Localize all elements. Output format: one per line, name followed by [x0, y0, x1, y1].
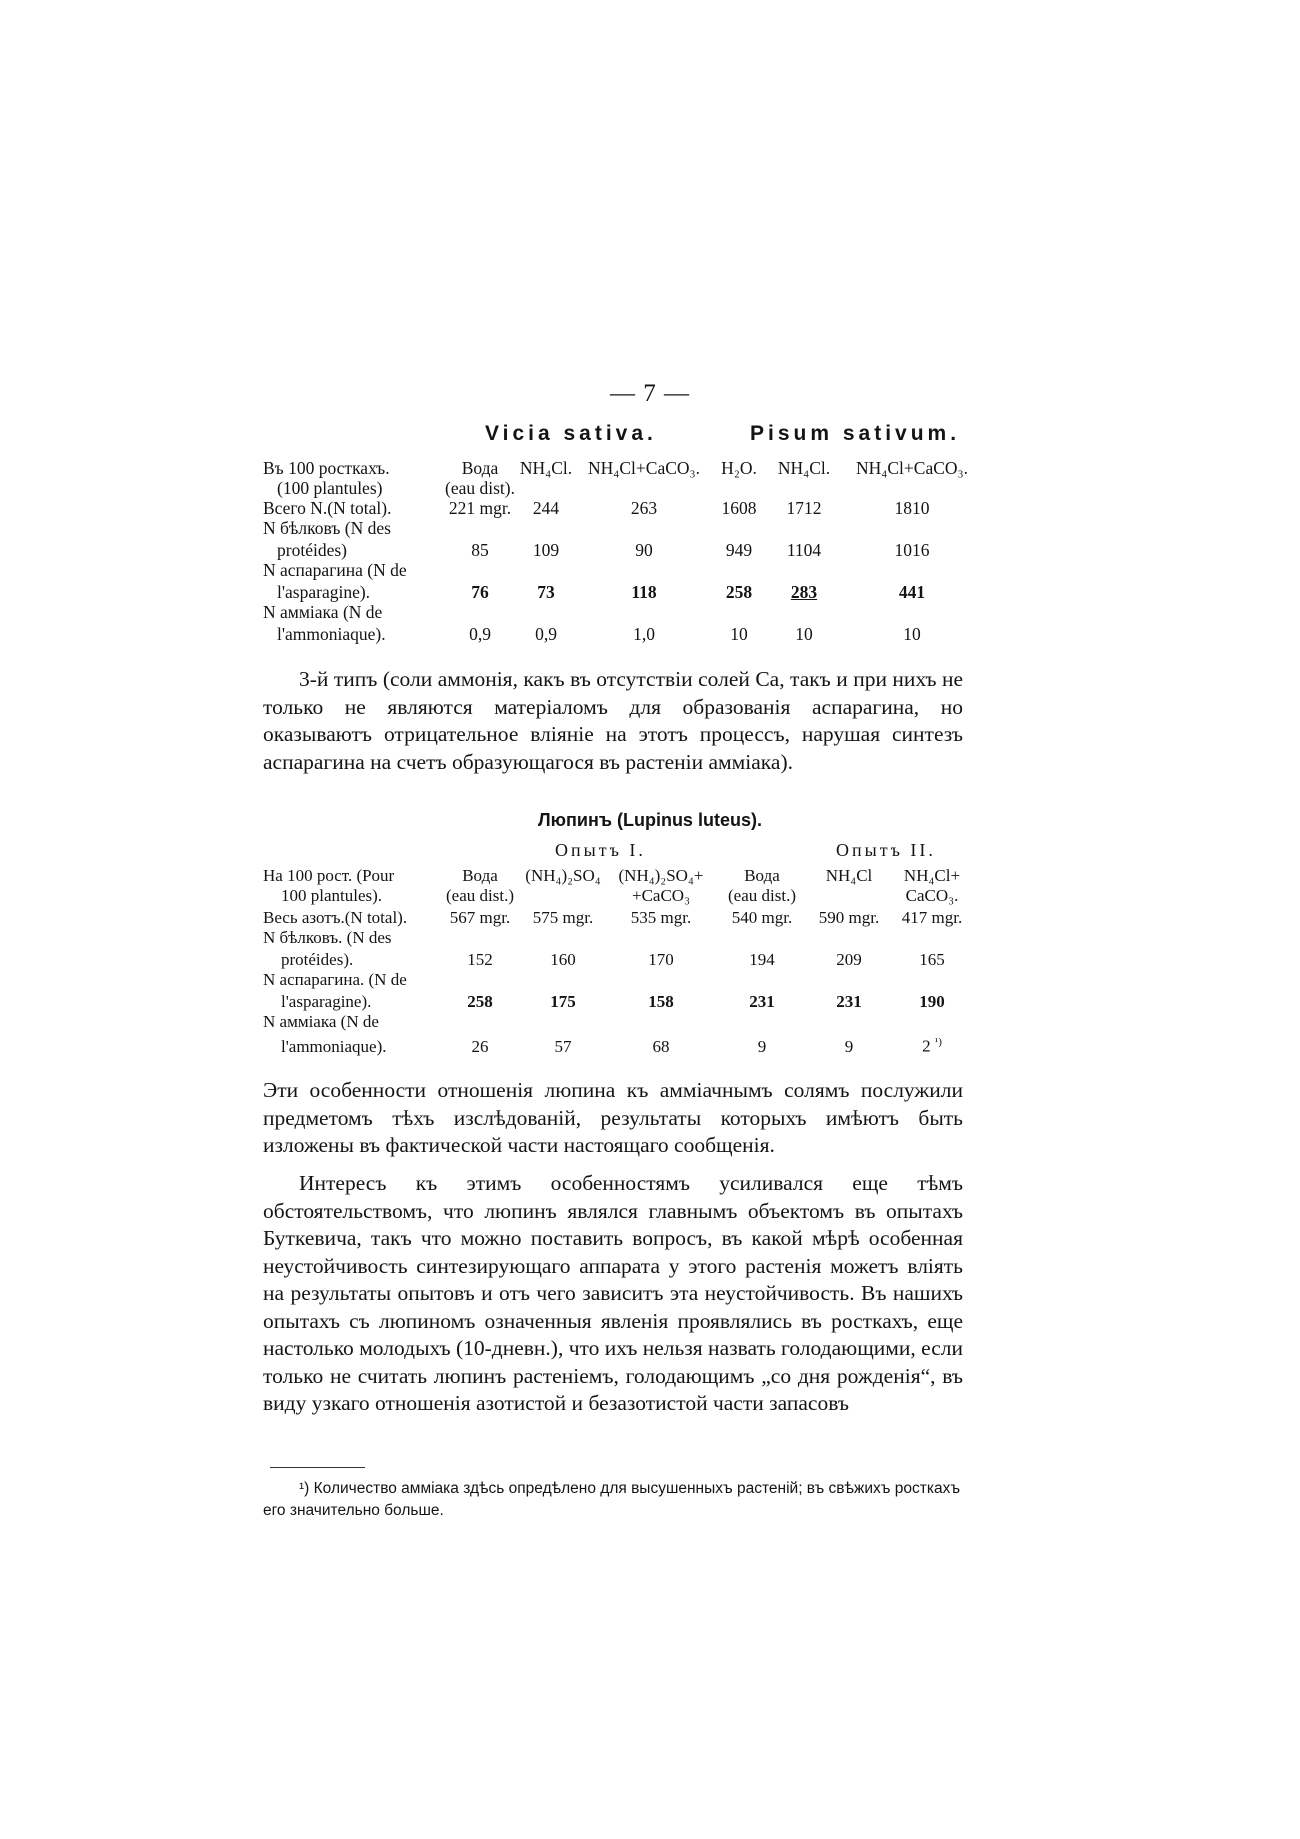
table-cell: 90 [635, 540, 653, 560]
table-cell: 57 [554, 1036, 572, 1056]
table-cell: 10 [903, 624, 921, 644]
table-cell: 1810 [894, 498, 930, 518]
table-row [263, 1032, 977, 1057]
table-row [263, 948, 977, 970]
table-cell: 1,0 [633, 624, 655, 644]
table-cell: 152 [467, 950, 493, 969]
header-col2: (NH₄)₂SO₄ [525, 866, 601, 885]
table-row [263, 580, 983, 602]
page-number: — 7 — [610, 380, 690, 407]
table-cell: 109 [532, 540, 560, 560]
table-row-label-top [263, 560, 983, 580]
table-cell: 1608 [721, 498, 757, 518]
species-pisum-sativum: Pisum sativum. [750, 422, 961, 445]
table-cell: 540 mgr. [731, 908, 793, 927]
table-cell: 231 [836, 992, 862, 1011]
experiment-1-heading: Опытъ I. [555, 840, 646, 860]
lupine-table-caption: Люпинъ (Lupinus luteus). [538, 810, 762, 830]
table-cell: 26 [471, 1036, 489, 1056]
table-cell: 209 [836, 950, 862, 969]
table-cell: 417 mgr. [901, 908, 963, 927]
table-cell: 258 [725, 582, 753, 602]
table-row [263, 622, 983, 644]
table-cell: 949 [725, 540, 753, 560]
header-col5: NH₄Cl [825, 866, 873, 885]
table-row-label-top [263, 602, 983, 622]
table-cell: 160 [550, 950, 576, 969]
table-cell: 165 [919, 950, 945, 969]
table-cell: 175 [550, 992, 576, 1011]
table-row [263, 990, 977, 1012]
header-label-ru: Въ 100 росткахъ. [263, 458, 390, 478]
table-cell: 73 [537, 582, 555, 602]
table-cell: 575 mgr. [532, 908, 594, 927]
header-col1-sub: (eau dist.) [446, 886, 514, 905]
table-cell: 10 [795, 624, 813, 644]
table-cell: 170 [648, 950, 674, 969]
row-label-top: N амміака (N de [263, 1012, 379, 1031]
table-cell: 158 [648, 992, 674, 1011]
header-col5: NH₄Cl. [777, 458, 831, 478]
header-col6-sub: CaCO₃. [905, 886, 959, 905]
footnote-mark: ¹) [299, 1480, 310, 1497]
footnote-reference: ¹) [934, 1036, 942, 1048]
table-cell: 535 mgr. [630, 908, 692, 927]
header-col3-sub: +CaCO₃ [631, 886, 690, 905]
table-header-row [263, 866, 977, 886]
nitrogen-table-vicia-pisum [263, 458, 983, 644]
table-cell: 10 [730, 624, 748, 644]
table-row-label-top [263, 1012, 977, 1032]
footnote-divider [270, 1467, 365, 1468]
row-label: Весь азотъ.(N total). [263, 908, 408, 927]
row-label-top: N бѣлковъ (N des [263, 518, 391, 538]
table-cell: 567 mgr. [449, 908, 511, 927]
paragraph-lupine-features: Эти особенности отношенія люпина къ амміачнымъ солямъ послужили предметомъ тѣхъ изслѣдованій, результаты которыхъ имѣютъ быть изложены въ фактической части настоящаго сообщенія. [263, 1078, 963, 1157]
table-header-row [263, 458, 983, 478]
row-label-top: N амміака (N de [263, 602, 383, 622]
row-label-top: N аспарагина (N de [263, 560, 407, 580]
table-cell: 441 [898, 582, 926, 602]
table-header-row [263, 886, 977, 906]
table-row-label-top [263, 518, 983, 538]
header-col4: Вода [744, 866, 780, 885]
nitrogen-table-lupine [263, 866, 977, 1057]
paragraph-interest: Интересъ къ этимъ особенностямъ усиливался еще тѣмъ обстоятельствомъ, что люпинъ являлся главнымъ объектомъ въ опытахъ Буткевича, такъ что можно поставить вопросъ, въ какой мѣрѣ особенная неустойчивость синтезирующаго аппарата у этого растенія можетъ вліять на результаты опытовъ и отъ чего зависитъ эта неустойчивость. Въ нашихъ опытахъ съ люпиномъ означенныя явленія проявлялись въ росткахъ, еще настолько молодыхъ (10-дневн.), что ихъ нельзя назвать голодающими, если только не считать люпинъ растеніемъ, голодающимъ „со дня рожденія“, въ виду узкаго отношенія азотистой и безазотистой части запасовъ [263, 1171, 963, 1415]
header-col4-sub: (eau dist.) [728, 886, 796, 905]
table-cell: 283 [790, 582, 818, 602]
row-label: l'asparagine). [281, 992, 372, 1011]
table-cell: 590 mgr. [818, 908, 880, 927]
header-col6: NH₄Cl+ [903, 866, 961, 885]
table-cell: 85 [471, 540, 489, 560]
table-row [263, 538, 983, 560]
table-row [263, 498, 983, 518]
table-cell: 221 mgr. [448, 498, 512, 518]
table-cell: 194 [749, 950, 775, 969]
row-label-top: N бѣлковъ. (N des [263, 928, 392, 947]
table-cell: 0,9 [535, 624, 557, 644]
row-label: l'ammoniaque). [277, 624, 386, 644]
table-cell: 2 [922, 1036, 931, 1056]
table-cell: 231 [749, 992, 775, 1011]
header-col1-sub: (eau dist). [445, 478, 515, 498]
table-header-row [263, 478, 983, 498]
header-label-fr: (100 plantules) [277, 478, 383, 498]
header-col1: Вода [461, 458, 499, 478]
table-cell: 68 [652, 1036, 670, 1056]
row-label: l'asparagine). [277, 582, 371, 602]
footnote [263, 1478, 963, 1522]
table-cell: 9 [757, 1036, 767, 1056]
paragraph-type3: 3-й типъ (соли аммонія, какъ въ отсутствіи солей Ca, такъ и при нихъ не только не являются матеріаломъ для образованія аспарагина, но оказываютъ отрицательное вліяніе на этотъ процессъ, нарушая синтезъ аспарагина на счетъ образующагося въ растеніи амміака). [263, 667, 963, 774]
table-cell: 0,9 [469, 624, 491, 644]
row-label: l'ammoniaque). [281, 1036, 387, 1056]
table-cell: 263 [630, 498, 658, 518]
table-cell: 1104 [786, 540, 822, 560]
table-cell: 118 [631, 582, 657, 602]
row-label: protéides). [281, 950, 354, 969]
header-label-fr: 100 plantules). [281, 886, 383, 905]
header-col1: Вода [462, 866, 498, 885]
species-vicia-sativa: Vicia sativa. [485, 422, 657, 445]
table-row-label-top [263, 928, 977, 948]
header-label-ru: На 100 рост. (Pour [263, 866, 395, 885]
table-cell: 1712 [786, 498, 822, 518]
table-cell: 244 [532, 498, 560, 518]
header-col4: H₂O. [721, 458, 757, 478]
table-cell: 190 [919, 992, 945, 1011]
footnote-text: Количество амміака здѣсь опредѣлено для высушенныхъ растеній; въ свѣжихъ росткахъ его значительно больше. [263, 1480, 961, 1519]
row-label-top: N аспарагина. (N de [263, 970, 407, 989]
experiment-2-heading: Опытъ II. [836, 840, 936, 860]
table-row [263, 906, 977, 928]
table-cell: 1016 [894, 540, 930, 560]
header-col2: NH₄Cl. [519, 458, 573, 478]
row-label: Всего N.(N total). [263, 498, 392, 518]
table-cell: 76 [471, 582, 489, 602]
header-col3: NH₄Cl+CaCO₃. [587, 458, 700, 478]
header-col3: (NH₄)₂SO₄+ [618, 866, 704, 885]
row-label: protéides) [277, 540, 347, 560]
table-row-label-top [263, 970, 977, 990]
table-cell-with-footnote [887, 1032, 977, 1057]
header-col6: NH₄Cl+CaCO₃. [855, 458, 968, 478]
table-cell: 9 [844, 1036, 854, 1056]
table-cell: 258 [467, 992, 493, 1011]
